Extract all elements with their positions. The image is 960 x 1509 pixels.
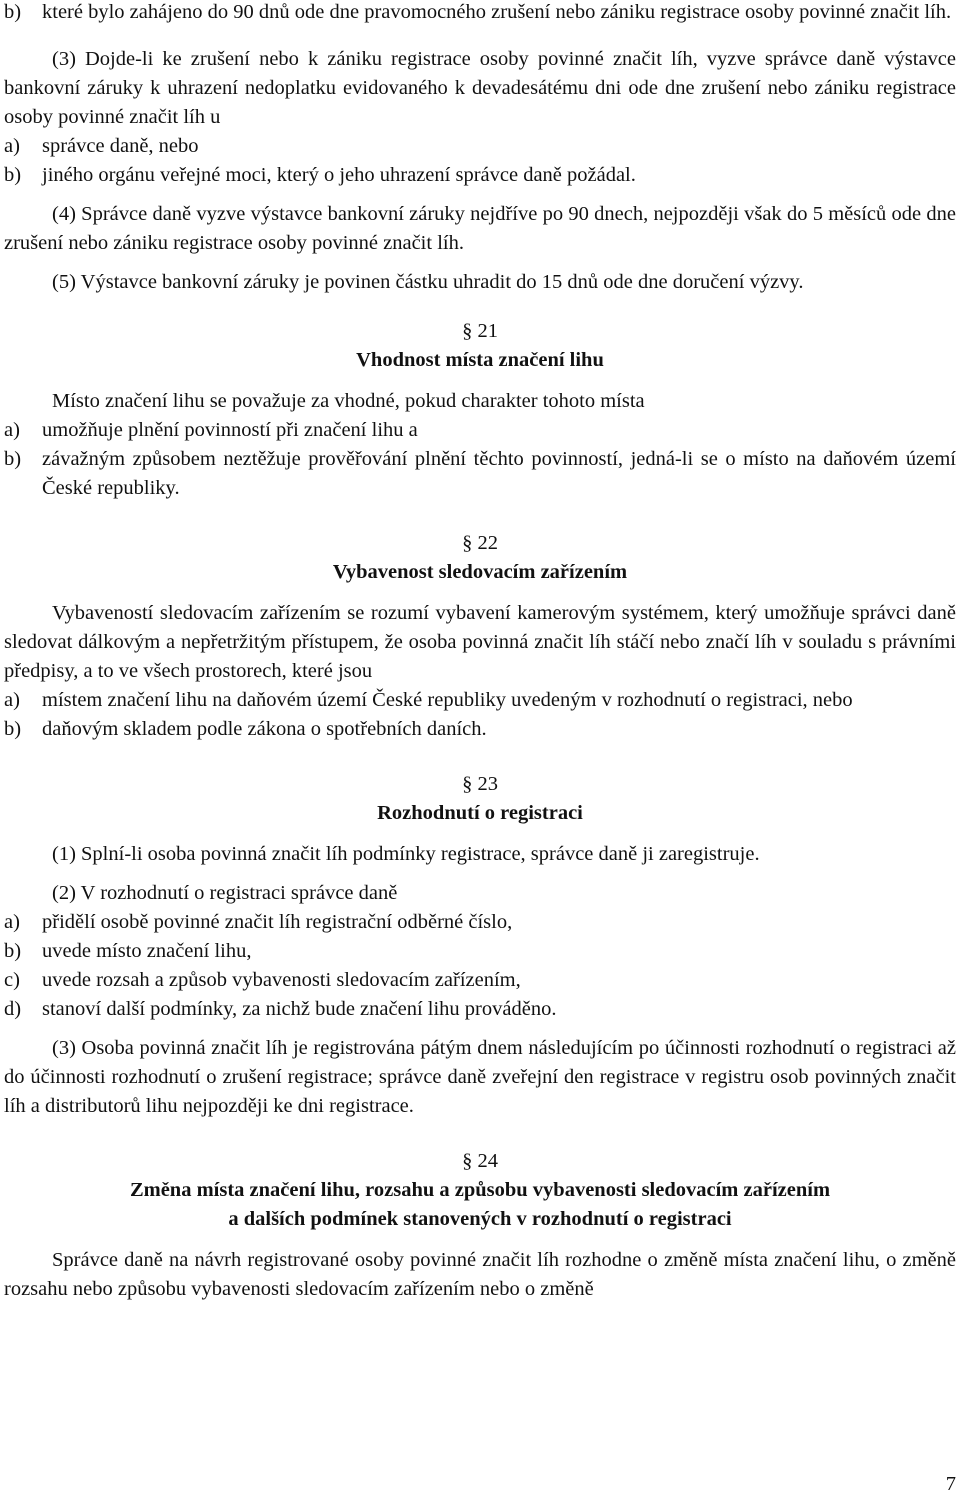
list-item	[4, 161, 956, 190]
section-title: Rozhodnutí o registraci	[377, 802, 583, 824]
list-label: d)	[4, 998, 22, 1020]
list-label: b)	[4, 718, 22, 740]
list-label: b)	[4, 164, 22, 186]
list-text: závažným způsobem neztěžuje prověřování plnění těchto povinností, jedná-li se o místo na daňovém území České republiky.	[42, 448, 956, 499]
list-item	[4, 995, 956, 1024]
list-text: které bylo zahájeno do 90 dnů ode dne pravomocného zrušení nebo zániku registrace osoby povinné značit líh.	[42, 1, 952, 23]
section-title-line-2: a dalších podmínek stanovených v rozhodnutí o registraci	[228, 1208, 732, 1230]
section-intro: Vybaveností sledovacím zařízením se rozumí vybavení kamerovým systémem, který umožňuje správci daně sledovat dálkovým a nepřetržitým přístupem, že osoba povinná značit líh stáčí nebo značí líh v souladu s právními předpisy, a to ve všech prostorech, které jsou	[4, 602, 956, 682]
section-number: § 23	[462, 773, 498, 795]
list-text: uvede místo značení lihu,	[42, 940, 252, 962]
list-item	[4, 715, 956, 744]
document-page	[4, 0, 956, 1304]
list-text: daňovým skladem podle zákona o spotřebních daních.	[42, 718, 487, 740]
page-number: 7	[945, 1473, 956, 1495]
section-title: Vybavenost sledovacím zařízením	[332, 561, 628, 583]
list-text: místem značení lihu na daňovém území České republiky uvedeným v rozhodnutí o registraci, nebo	[42, 689, 853, 711]
list-item	[4, 937, 956, 966]
section-title: Vhodnost místa značení lihu	[356, 349, 604, 371]
list-label: a)	[4, 135, 20, 157]
list-text: jiného orgánu veřejné moci, který o jeho uhrazení správce daně požádal.	[42, 164, 636, 186]
list-label: b)	[4, 448, 22, 470]
section-intro: Místo značení lihu se považuje za vhodné, pokud charakter tohoto místa	[52, 390, 645, 412]
paragraph-3: (3) Dojde-li ke zrušení nebo k zániku registrace osoby povinné značit líh, vyzve správce daně výstavce bankovní záruky k uhrazení nedoplatku evidovaného k devadesátému dni ode dne zrušení nebo zániku registrace osoby povinné značit líh u	[4, 48, 956, 128]
list-item	[4, 445, 956, 503]
list-label: a)	[4, 911, 20, 933]
list-text: uvede rozsah a způsob vybavenosti sledovacím zařízením,	[42, 969, 521, 991]
list-item	[4, 966, 956, 995]
section-number: § 21	[462, 320, 498, 342]
list-item	[4, 908, 956, 937]
list-text: přidělí osobě povinné značit líh registrační odběrné číslo,	[42, 911, 513, 933]
list-label: a)	[4, 689, 20, 711]
paragraph-3: (3) Osoba povinná značit líh je registrována pátým dnem následujícím po účinnosti rozhodnutí o registraci až do účinnosti rozhodnutí o zrušení registrace; správce daně zveřejní den registrace v registru osob povinných značit líh a distributorů lihu nejpozději ke dni registrace.	[4, 1037, 956, 1117]
list-item	[4, 416, 956, 445]
list-label: a)	[4, 419, 20, 441]
section-title-line-1: Změna místa značení lihu, rozsahu a způsobu vybavenosti sledovacím zařízením	[129, 1179, 831, 1201]
list-item	[4, 686, 956, 715]
section-intro: Správce daně na návrh registrované osoby povinné značit líh rozhodne o změně místa značení lihu, o změně rozsahu nebo způsobu vybavenosti sledovacím zařízením nebo o změně	[4, 1249, 956, 1300]
list-item	[4, 132, 956, 161]
list-label: b)	[4, 940, 22, 962]
list-text: stanoví další podmínky, za nichž bude značení lihu prováděno.	[42, 998, 557, 1020]
section-number: § 22	[462, 532, 498, 554]
list-text: správce daně, nebo	[42, 135, 199, 157]
paragraph-1: (1) Splní-li osoba povinná značit líh podmínky registrace, správce daně ji zaregistruje.	[52, 843, 760, 865]
paragraph-4: (4) Správce daně vyzve výstavce bankovní záruky nejdříve po 90 dnech, nejpozději však do 5 měsíců ode dne zrušení nebo zániku registrace osoby povinné značit líh.	[4, 203, 956, 254]
list-item	[4, 0, 956, 27]
list-label: c)	[4, 969, 20, 991]
paragraph-5: (5) Výstavce bankovní záruky je povinen částku uhradit do 15 dnů ode dne doručení výzvy.	[52, 271, 804, 293]
paragraph-2: (2) V rozhodnutí o registraci správce daně	[52, 882, 398, 904]
list-text: umožňuje plnění povinností při značení lihu a	[42, 419, 418, 441]
section-number: § 24	[462, 1150, 498, 1172]
list-label: b)	[4, 1, 22, 23]
